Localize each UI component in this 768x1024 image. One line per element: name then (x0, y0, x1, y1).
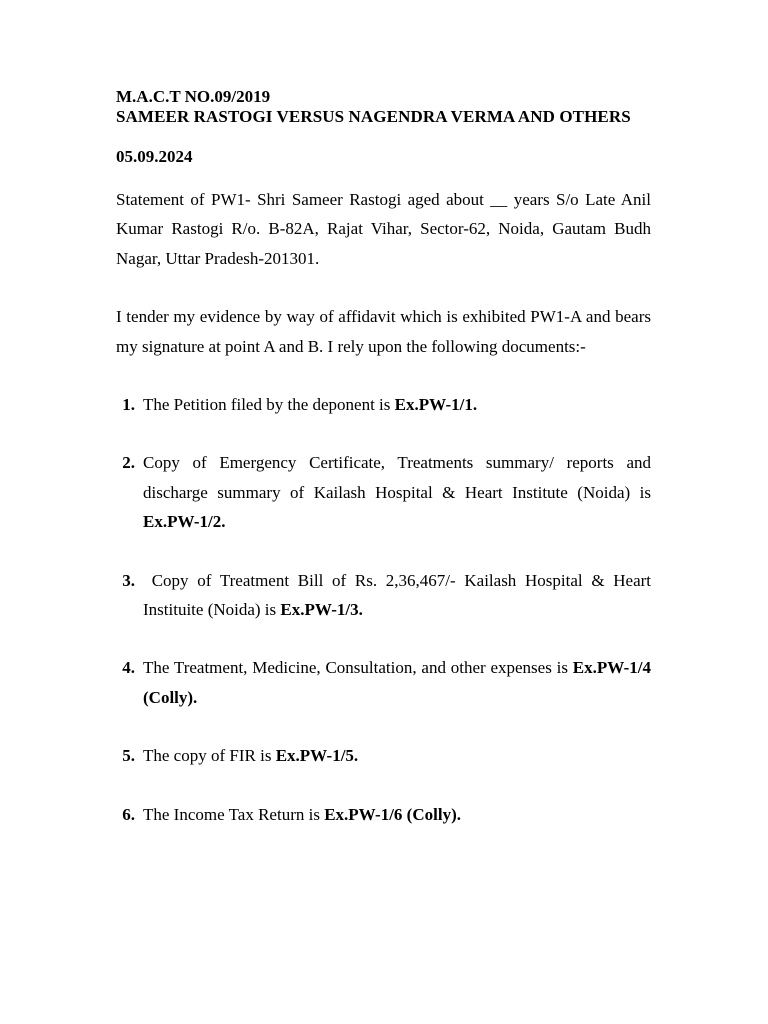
document-description: The Income Tax Return is (143, 804, 325, 824)
list-item (116, 390, 651, 419)
list-item-text (143, 566, 656, 625)
exhibit-mark: Ex.PW-1/1. (394, 395, 478, 415)
witness-statement: Statement of PW1- Shri Sameer Rastogi aged about __ years S/o Late Anil Kumar Rastogi R/o. B-82A, Rajat Vihar, Sector-62, Noida, Gautam Budh Nagar, Uttar Pradesh-201301. (116, 190, 651, 268)
evidence-paragraph: I tender my evidence by way of affidavit which is exhibited PW1-A and bears my signature at point A and B. I rely upon the following documents:- (116, 307, 651, 356)
document-description: The copy of FIR is (143, 746, 276, 766)
list-item-number: 3. (122, 570, 135, 590)
list-item-number: 2. (122, 453, 135, 473)
list-item-number: 4. (122, 658, 135, 678)
list-item (116, 566, 656, 625)
list-item-number: 6. (122, 804, 135, 824)
document-description: The Treatment, Medicine, Consultation, and other expenses is (143, 658, 573, 678)
list-item-number: 5. (122, 746, 135, 766)
document-description: The Petition filed by the deponent is (143, 395, 395, 415)
list-item-number: 1. (122, 395, 135, 415)
hearing-date: 05.09.2024 (116, 147, 193, 166)
exhibit-mark: Ex.PW-1/5. (275, 746, 359, 766)
list-item (116, 800, 651, 829)
list-item (116, 653, 651, 712)
list-item-text (143, 448, 651, 536)
exhibit-mark: Ex.PW-1/6 (Colly). (324, 804, 461, 824)
documents-list (116, 390, 656, 829)
case-title: SAMEER RASTOGI VERSUS NAGENDRA VERMA AND OTHERS (116, 107, 631, 126)
document-description: Copy of Emergency Certificate, Treatments summary/ reports and discharge summary of Kailash Hospital & Heart Institute (Noida) is (143, 453, 651, 502)
list-item-text (143, 390, 651, 419)
case-number: M.A.C.T NO.09/2019 (116, 87, 271, 106)
list-item-text (143, 653, 651, 712)
list-item (116, 448, 651, 536)
exhibit-mark: Ex.PW-1/2. (143, 512, 226, 532)
exhibit-mark: Ex.PW-1/3. (280, 600, 363, 620)
list-item-text (143, 741, 651, 770)
list-item (116, 741, 651, 770)
exhibit-mark: Ex.PW-1/4 (Colly). (143, 658, 651, 707)
document-description: Copy of Treatment Bill of Rs. 2,36,467/- Kailash Hospital & Heart Instituite (Noida) is (143, 570, 656, 620)
list-item-text (143, 800, 651, 829)
